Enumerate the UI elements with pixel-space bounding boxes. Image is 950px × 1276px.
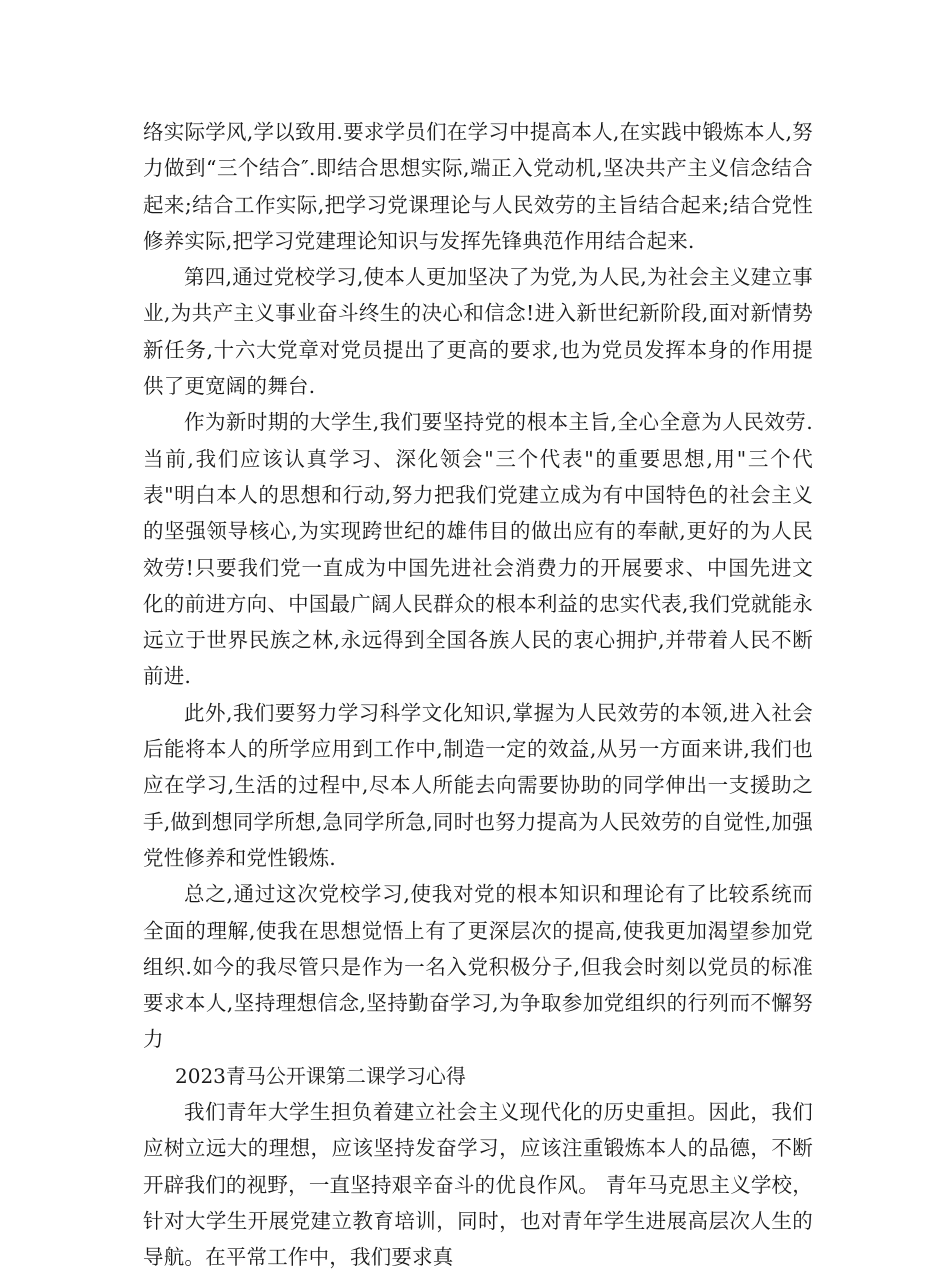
paragraph-furthermore: 此外,我们要努力学习科学文化知识,掌握为人民效劳的本领,进入社会后能将本人的所学应用到工作中,制造一定的效益,从另一方面来讲,我们也应在学习,生活的过程中,尽本人所能去向需要协助的同学伸出一支援助之手,做到想同学所想,急同学所急,同时也努力提高为人民效劳的自觉性,加强党性修养和党性锻炼.	[143, 700, 813, 870]
paragraph-new-era-students: 作为新时期的大学生,我们要坚持党的根本主旨,全心全意为人民效劳.当前,我们应该认真学习、深化领会"三个代表"的重要思想,用"三个代表"明白本人的思想和行动,努力把我们党建立成为有中国特色的社会主义的坚强领导核心,为实现跨世纪的雄伟目的做出应有的奉献,更好的为人民效劳!只要我们党一直成为中国先进社会消费力的开展要求、中国先进文化的前进方向、中国最广阔人民群众的根本利益的忠实代表,我们党就能永远立于世界民族之林,永远得到全国各族人民的衷心拥护,并带着人民不断前进.	[143, 410, 813, 689]
paragraph-fourth-point: 第四,通过党校学习,使本人更加坚决了为党,为人民,为社会主义建立事业,为共产主义事业奋斗终生的决心和信念!进入新世纪新阶段,面对新情势新任务,十六大党章对党员提出了更高的要求,也为党员发挥本身的作用提供了更宽阔的舞台.	[143, 265, 813, 399]
document-page	[143, 114, 813, 1276]
section-title: 2023青马公开课第二课学习心得	[175, 1063, 466, 1088]
paragraph-continuation: 络实际学风,学以致用.要求学员们在学习中提高本人,在实践中锻炼本人,努力做到“三个结合″.即结合思想实际,端正入党动机,坚决共产主义信念结合起来;结合工作实际,把学习党课理论与人民效劳的主旨结合起来;结合党性修养实际,把学习党建理论知识与发挥先锋典范作用结合起来.	[143, 120, 813, 253]
paragraph-conclusion: 总之,通过这次党校学习,使我对党的根本知识和理论有了比较系统而全面的理解,使我在思想觉悟上有了更深层次的提高,使我更加渴望参加党组织.如今的我尽管只是作为一名入党积极分子,但我会时刻以党员的标准要求本人,坚持理想信念,坚持勤奋学习,为争取参加党组织的行列而不懈努力	[143, 882, 813, 1052]
paragraph-section-body: 我们青年大学生担负着建立社会主义现代化的历史重担。因此，我们应树立远大的理想，应该坚持发奋学习，应该注重锻炼本人的品德，不断开辟我们的视野，一直坚持艰辛奋斗的优良作风。 青年马克思主义学校，针对大学生开展党建立教育培训，同时，也对青年学生进展高层次人生的导航。在平常工作中，我们要求真	[143, 1100, 813, 1270]
